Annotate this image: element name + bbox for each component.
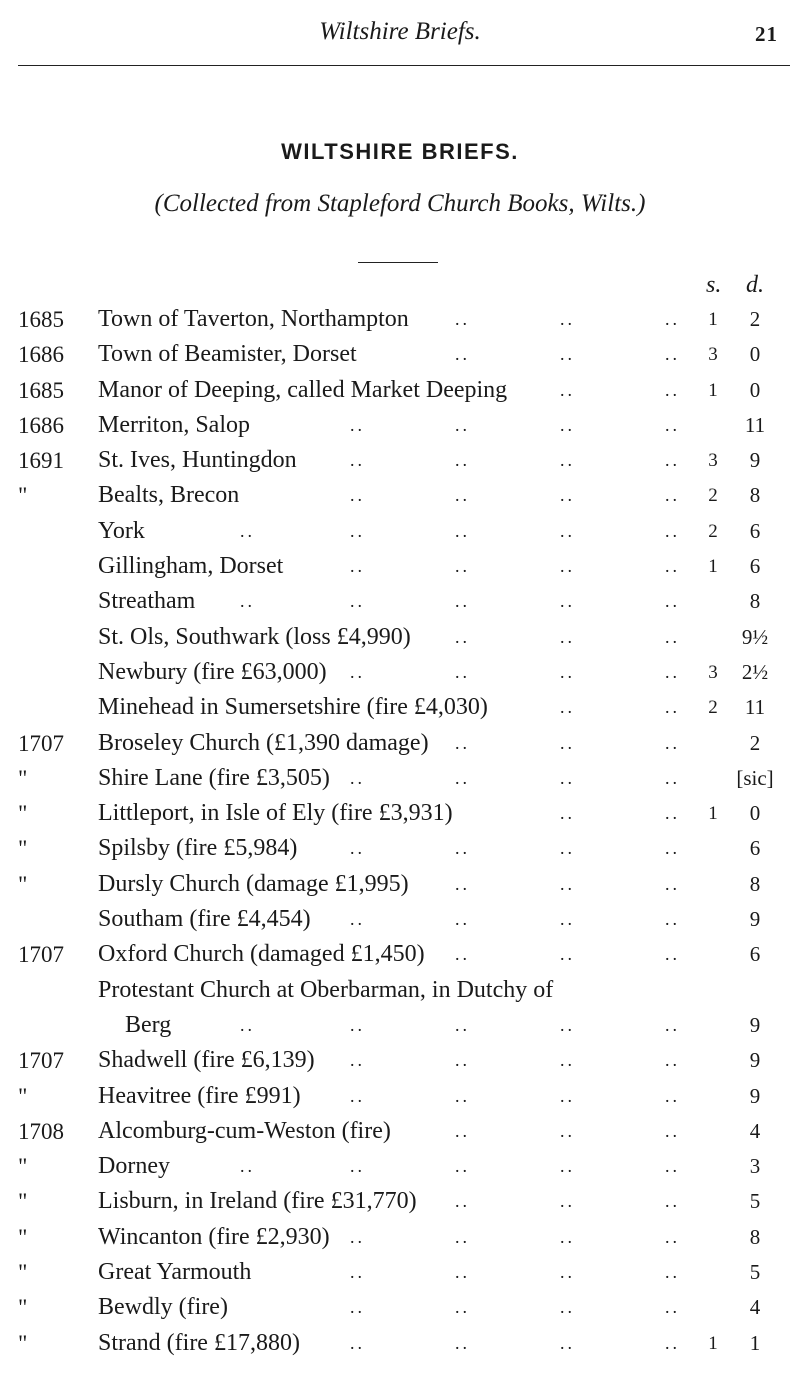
dot-leader: ..	[560, 485, 575, 506]
dot-leader: ..	[455, 556, 470, 577]
dot-leader: ..	[665, 697, 680, 718]
pence-cell: 8	[749, 1224, 761, 1249]
dot-leader: ..	[455, 838, 470, 859]
pence-cell: 2½	[741, 659, 769, 684]
dot-leader: ..	[665, 1085, 680, 1106]
dot-leader: ..	[455, 1156, 470, 1177]
dot-leader: ..	[455, 944, 470, 965]
dot-leader: ..	[665, 873, 680, 894]
pence-cell: 2	[749, 730, 761, 755]
page-subtitle: (Collected from Stapleford Church Books, Wilts.)	[154, 190, 646, 217]
table-row	[0, 337, 800, 372]
dot-leader: ..	[560, 732, 575, 753]
pence-cell: 8	[749, 483, 761, 508]
pence-cell: 11	[744, 412, 766, 437]
place-name: Town of Taverton, Northampton	[98, 306, 409, 332]
dot-leader: ..	[455, 450, 470, 471]
dot-leader: ..	[455, 1332, 470, 1353]
dot-leader: ..	[350, 661, 365, 682]
place-name: Spilsby (fire £5,984)	[98, 835, 298, 862]
place-name: Town of Beamister, Dorset	[98, 341, 357, 368]
shillings-column-header: s.	[706, 272, 722, 298]
dot-leader: ..	[455, 1191, 470, 1212]
year-cell: "	[18, 1330, 28, 1356]
dot-leader: ..	[350, 767, 365, 788]
dot-leader: ..	[455, 1014, 470, 1035]
table-row	[0, 620, 800, 655]
place-name: Littleport, in Isle of Ely (fire £3,931)	[98, 800, 453, 827]
dot-leader: ..	[240, 591, 255, 612]
table-row	[0, 831, 800, 866]
dot-leader: ..	[455, 767, 470, 788]
dot-leader: ..	[665, 944, 680, 965]
header-rule	[18, 65, 790, 66]
shillings-cell: 1	[708, 379, 718, 401]
place-name: Gillingham, Dorset	[98, 553, 284, 580]
place-name: Alcomburg-cum-Weston (fire)	[98, 1117, 391, 1144]
pence-cell: 0	[749, 801, 761, 826]
dot-leader: ..	[560, 626, 575, 647]
year-cell: 1685	[18, 307, 64, 332]
year-cell: 1691	[18, 448, 64, 474]
table-row	[0, 1220, 800, 1255]
dot-leader: ..	[665, 1191, 680, 1212]
pence-cell: 0	[749, 342, 761, 367]
table-row	[0, 1290, 800, 1325]
place-name: Berg	[125, 1011, 172, 1038]
dot-leader: ..	[560, 1085, 575, 1106]
table-row	[0, 478, 800, 513]
place-name: Bewdly (fire)	[98, 1294, 228, 1321]
pence-column-header: d.	[746, 272, 764, 298]
dot-leader: ..	[665, 1014, 680, 1035]
dot-leader: ..	[560, 767, 575, 788]
shillings-cell: 3	[708, 450, 718, 472]
dot-leader: ..	[560, 1332, 575, 1353]
dot-leader: ..	[455, 1297, 470, 1318]
dot-leader: ..	[665, 309, 680, 329]
table-row	[0, 1079, 800, 1114]
section-divider	[358, 262, 438, 263]
place-name: Lisburn, in Ireland (fire £31,770)	[98, 1188, 417, 1215]
place-name: Dorney	[98, 1153, 170, 1180]
place-name: Minehead in Sumersetshire (fire £4,030)	[98, 694, 488, 721]
table-row	[0, 302, 800, 337]
dot-leader: ..	[350, 1156, 365, 1177]
dot-leader: ..	[560, 520, 575, 541]
pence-cell: 5	[749, 1189, 761, 1214]
dot-leader: ..	[665, 732, 680, 753]
table-row	[0, 902, 800, 937]
table-row	[0, 549, 800, 584]
year-cell: 1708	[18, 1118, 64, 1144]
dot-leader: ..	[560, 1156, 575, 1177]
running-title: Wiltshire Briefs.	[319, 18, 481, 45]
pence-cell: 9	[749, 1048, 761, 1073]
dot-leader: ..	[665, 591, 680, 612]
table-row	[0, 973, 800, 1008]
dot-leader: ..	[240, 1014, 255, 1035]
dot-leader: ..	[560, 414, 575, 435]
year-cell: "	[18, 1260, 28, 1286]
place-name: Manor of Deeping, called Market Deeping	[98, 376, 508, 403]
dot-leader: ..	[560, 379, 575, 400]
dot-leader: ..	[560, 1297, 575, 1318]
dot-leader: ..	[455, 485, 470, 506]
place-name: Shire Lane (fire £3,505)	[98, 764, 330, 791]
year-cell: 1707	[18, 942, 64, 968]
table-row	[0, 514, 800, 549]
table-row	[0, 1043, 800, 1078]
place-name: York	[98, 517, 145, 544]
place-name: Protestant Church at Oberbarman, in Dutchy of	[98, 976, 554, 1003]
year-cell: "	[18, 1154, 28, 1180]
table-row	[0, 726, 800, 761]
dot-leader: ..	[560, 873, 575, 894]
dot-leader: ..	[455, 732, 470, 753]
table-row	[0, 1255, 800, 1290]
year-cell: 1707	[18, 1048, 64, 1074]
pence-cell: 11	[744, 695, 766, 720]
table-row	[0, 408, 800, 443]
briefs-table	[0, 302, 800, 1361]
dot-leader: ..	[560, 1014, 575, 1035]
dot-leader: ..	[455, 1085, 470, 1106]
place-name: St. Ives, Huntingdon	[98, 447, 297, 474]
dot-leader: ..	[665, 520, 680, 541]
pence-cell: 4	[749, 1295, 761, 1320]
dot-leader: ..	[455, 414, 470, 435]
shillings-cell: 2	[708, 697, 718, 719]
dot-leader: ..	[240, 520, 255, 541]
pence-cell: [sic]	[736, 765, 774, 790]
year-cell: "	[18, 871, 28, 897]
year-cell: "	[18, 1189, 28, 1215]
dot-leader: ..	[560, 1191, 575, 1212]
place-name: Shadwell (fire £6,139)	[98, 1047, 315, 1074]
dot-leader: ..	[560, 661, 575, 682]
dot-leader: ..	[560, 838, 575, 859]
dot-leader: ..	[350, 556, 365, 577]
table-row	[0, 1114, 800, 1149]
dot-leader: ..	[560, 1262, 575, 1283]
dot-leader: ..	[350, 1332, 365, 1353]
dot-leader: ..	[455, 520, 470, 541]
shillings-cell: 2	[708, 485, 718, 507]
pence-cell: 8	[749, 589, 761, 614]
dot-leader: ..	[560, 944, 575, 965]
dot-leader: ..	[240, 1156, 255, 1177]
dot-leader: ..	[665, 1156, 680, 1177]
dot-leader: ..	[455, 626, 470, 647]
table-row	[0, 655, 800, 690]
place-name: Broseley Church (£1,390 damage)	[98, 729, 429, 756]
year-cell: "	[18, 836, 28, 862]
dot-leader: ..	[350, 1226, 365, 1247]
place-name: Strand (fire £17,880)	[98, 1329, 300, 1356]
dot-leader: ..	[455, 1226, 470, 1247]
year-cell: "	[18, 801, 28, 827]
pence-cell: 6	[749, 836, 761, 861]
pence-cell: 9	[749, 1083, 761, 1108]
year-cell: "	[18, 1083, 28, 1109]
table-row	[0, 373, 800, 408]
dot-leader: ..	[665, 909, 680, 930]
table-row	[0, 1326, 800, 1361]
dot-leader: ..	[455, 873, 470, 894]
dot-leader: ..	[455, 591, 470, 612]
dot-leader: ..	[665, 556, 680, 577]
dot-leader: ..	[455, 1120, 470, 1141]
dot-leader: ..	[560, 344, 575, 365]
year-cell: 1686	[18, 342, 64, 368]
pence-cell: 0	[749, 377, 761, 402]
dot-leader: ..	[350, 520, 365, 541]
page-title: WILTSHIRE BRIEFS.	[281, 139, 519, 164]
shillings-cell: 1	[708, 556, 718, 578]
shillings-cell: 1	[708, 309, 718, 330]
shillings-cell: 1	[708, 803, 718, 825]
dot-leader: ..	[560, 1120, 575, 1141]
dot-leader: ..	[560, 1050, 575, 1071]
dot-leader: ..	[350, 1050, 365, 1071]
dot-leader: ..	[665, 803, 680, 824]
dot-leader: ..	[455, 309, 470, 329]
dot-leader: ..	[665, 1050, 680, 1071]
dot-leader: ..	[665, 1262, 680, 1283]
table-row	[0, 443, 800, 478]
pence-cell: 9½	[741, 624, 769, 649]
year-cell: 1686	[18, 412, 64, 438]
dot-leader: ..	[455, 661, 470, 682]
pence-cell: 6	[749, 554, 761, 579]
place-name: Southam (fire £4,454)	[98, 906, 311, 933]
dot-leader: ..	[560, 909, 575, 930]
place-name: St. Ols, Southwark (loss £4,990)	[98, 623, 411, 650]
pence-cell: 6	[749, 518, 761, 543]
pence-cell: 3	[749, 1154, 761, 1179]
dot-leader: ..	[560, 309, 575, 329]
dot-leader: ..	[665, 838, 680, 859]
dot-leader: ..	[560, 450, 575, 471]
dot-leader: ..	[560, 1226, 575, 1247]
place-name: Newbury (fire £63,000)	[98, 658, 327, 685]
pence-cell: 4	[749, 1118, 761, 1143]
place-name: Heavitree (fire £991)	[98, 1082, 301, 1109]
shillings-cell: 3	[708, 661, 718, 683]
table-row	[0, 584, 800, 619]
pence-cell: 2	[749, 307, 761, 331]
table-row	[0, 796, 800, 831]
place-name: Merriton, Salop	[98, 411, 250, 438]
dot-leader: ..	[455, 1050, 470, 1071]
dot-leader: ..	[350, 414, 365, 435]
shillings-cell: 2	[708, 520, 718, 542]
dot-leader: ..	[350, 1262, 365, 1283]
pence-cell: 9	[749, 448, 761, 473]
year-cell: 1685	[18, 377, 64, 403]
table-row	[0, 867, 800, 902]
dot-leader: ..	[350, 485, 365, 506]
place-name: Dursly Church (damage £1,995)	[98, 870, 409, 897]
pence-cell: 9	[749, 1012, 761, 1037]
dot-leader: ..	[350, 450, 365, 471]
year-cell: "	[18, 1224, 28, 1250]
dot-leader: ..	[560, 697, 575, 718]
year-cell: 1707	[18, 730, 64, 756]
pence-cell: 9	[749, 907, 761, 932]
dot-leader: ..	[455, 909, 470, 930]
dot-leader: ..	[665, 661, 680, 682]
dot-leader: ..	[560, 803, 575, 824]
dot-leader: ..	[665, 379, 680, 400]
dot-leader: ..	[665, 1332, 680, 1353]
running-header	[0, 14, 800, 54]
place-name: Oxford Church (damaged £1,450)	[98, 941, 425, 968]
dot-leader: ..	[665, 344, 680, 365]
pence-cell: 5	[749, 1260, 761, 1285]
dot-leader: ..	[350, 838, 365, 859]
dot-leader: ..	[350, 591, 365, 612]
table-row	[0, 1184, 800, 1219]
dot-leader: ..	[350, 1297, 365, 1318]
shillings-cell: 3	[708, 344, 718, 366]
year-cell: "	[18, 765, 28, 791]
dot-leader: ..	[350, 1085, 365, 1106]
dot-leader: ..	[665, 1297, 680, 1318]
place-name: Wincanton (fire £2,930)	[98, 1223, 330, 1250]
dot-leader: ..	[665, 485, 680, 506]
dot-leader: ..	[665, 450, 680, 471]
place-name: Bealts, Brecon	[98, 482, 240, 509]
pence-cell: 8	[749, 871, 761, 896]
dot-leader: ..	[455, 1262, 470, 1283]
dot-leader: ..	[665, 414, 680, 435]
place-name: Great Yarmouth	[98, 1259, 252, 1286]
dot-leader: ..	[665, 626, 680, 647]
dot-leader: ..	[665, 1226, 680, 1247]
table-row	[0, 1008, 800, 1043]
dot-leader: ..	[665, 767, 680, 788]
dot-leader: ..	[350, 1014, 365, 1035]
page-number: 21	[755, 22, 778, 46]
dot-leader: ..	[350, 909, 365, 930]
dot-leader: ..	[665, 1120, 680, 1141]
shillings-cell: 1	[708, 1332, 718, 1354]
table-row	[0, 690, 800, 725]
dot-leader: ..	[560, 556, 575, 577]
pence-cell: 6	[749, 942, 761, 967]
table-row	[0, 937, 800, 972]
dot-leader: ..	[560, 591, 575, 612]
pence-cell: 1	[749, 1330, 761, 1355]
year-cell: "	[18, 483, 28, 509]
table-row	[0, 761, 800, 796]
dot-leader: ..	[455, 344, 470, 365]
place-name: Streatham	[98, 588, 196, 615]
table-row	[0, 1149, 800, 1184]
year-cell: "	[18, 1295, 28, 1321]
